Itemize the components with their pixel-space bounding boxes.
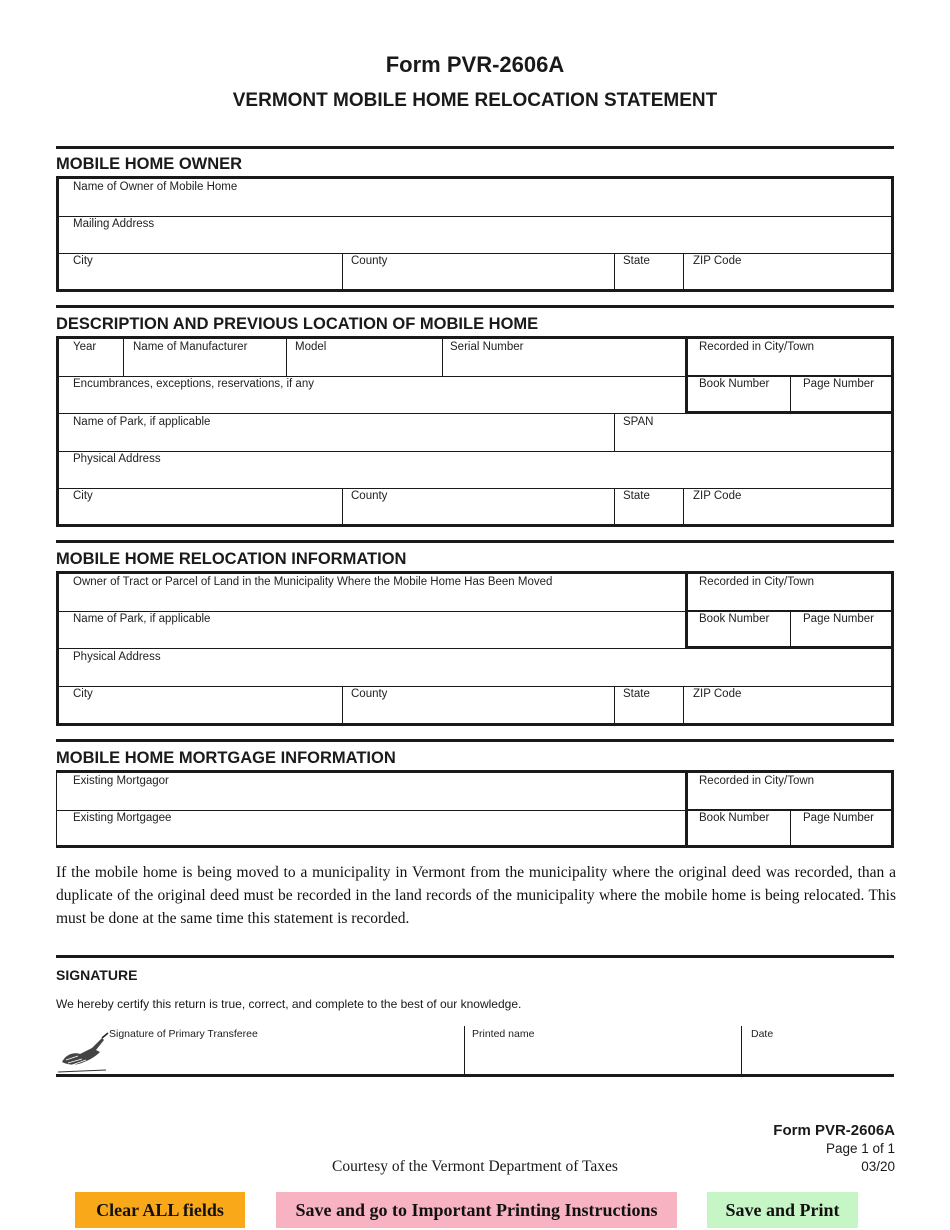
- reloc-recorded-field[interactable]: Recorded in City/Town: [699, 576, 815, 588]
- section-divider: [56, 739, 894, 742]
- section-divider: [56, 955, 894, 958]
- signature-field[interactable]: Signature of Primary Transferee: [109, 1028, 258, 1040]
- prev-recorded-field[interactable]: Recorded in City/Town: [699, 341, 815, 353]
- relocation-section-box: [56, 571, 894, 726]
- prev-park-field[interactable]: Name of Park, if applicable: [73, 416, 211, 428]
- date-field[interactable]: Date: [751, 1028, 774, 1040]
- prev-zip-field[interactable]: ZIP Code: [693, 490, 742, 502]
- printed-name-field[interactable]: Printed name: [472, 1028, 535, 1040]
- clear-all-fields-button[interactable]: Clear ALL fields: [75, 1192, 245, 1228]
- reloc-state-field[interactable]: State: [623, 688, 650, 700]
- previous-section-box: [56, 336, 894, 527]
- reloc-city-field[interactable]: City: [73, 688, 93, 700]
- save-printing-instructions-button[interactable]: Save and go to Important Printing Instructions: [276, 1192, 677, 1228]
- mortgage-section-heading: MOBILE HOME MORTGAGE INFORMATION: [56, 749, 396, 767]
- prev-model-field[interactable]: Model: [295, 341, 327, 353]
- reloc-physical-address-field[interactable]: Physical Address: [73, 651, 161, 663]
- owner-state-field[interactable]: State: [623, 255, 650, 267]
- reloc-park-field[interactable]: Name of Park, if applicable: [73, 613, 211, 625]
- writing-hand-icon: [56, 1032, 110, 1074]
- signature-heading: SIGNATURE: [56, 967, 138, 983]
- save-and-print-button[interactable]: Save and Print: [707, 1192, 858, 1228]
- owner-section-box: [56, 176, 894, 292]
- owner-section-heading: MOBILE HOME OWNER: [56, 155, 243, 173]
- footer-page-number: Page 1 of 1: [825, 1141, 895, 1156]
- previous-section-heading: DESCRIPTION AND PREVIOUS LOCATION OF MOBILE HOME: [56, 315, 539, 333]
- prev-encumbrances-field[interactable]: Encumbrances, exceptions, reservations, if any: [73, 378, 314, 390]
- section-divider: [56, 540, 894, 543]
- mortgage-page-field[interactable]: Page Number: [803, 812, 874, 824]
- relocation-section-heading: MOBILE HOME RELOCATION INFORMATION: [56, 550, 407, 568]
- footer-form-id: Form PVR-2606A: [773, 1122, 895, 1139]
- reloc-zip-field[interactable]: ZIP Code: [693, 688, 742, 700]
- reloc-book-field[interactable]: Book Number: [699, 613, 770, 625]
- form-title: Form PVR-2606A: [385, 52, 565, 77]
- owner-city-field[interactable]: City: [73, 255, 93, 267]
- footer-courtesy: Courtesy of the Vermont Department of Taxes: [332, 1158, 618, 1175]
- section-divider: [56, 305, 894, 308]
- prev-book-field[interactable]: Book Number: [699, 378, 770, 390]
- prev-county-field[interactable]: County: [351, 490, 388, 502]
- section-divider: [56, 146, 894, 149]
- prev-page-field[interactable]: Page Number: [803, 378, 874, 390]
- prev-city-field[interactable]: City: [73, 490, 93, 502]
- owner-mailing-address-field[interactable]: Mailing Address: [73, 218, 155, 230]
- reloc-owner-tract-field[interactable]: Owner of Tract or Parcel of Land in the Municipality Where the Mobile Home Has Been Moved: [73, 576, 553, 588]
- reloc-page-field[interactable]: Page Number: [803, 613, 874, 625]
- mortgagor-field[interactable]: Existing Mortgagor: [73, 775, 169, 787]
- prev-physical-address-field[interactable]: Physical Address: [73, 453, 161, 465]
- owner-zip-field[interactable]: ZIP Code: [693, 255, 742, 267]
- prev-year-field[interactable]: Year: [73, 341, 97, 353]
- mortgagee-field[interactable]: Existing Mortgagee: [73, 812, 172, 824]
- prev-manufacturer-field[interactable]: Name of Manufacturer: [133, 341, 248, 353]
- prev-span-field[interactable]: SPAN: [623, 416, 654, 428]
- signature-row: [56, 1026, 894, 1076]
- prev-serial-field[interactable]: Serial Number: [450, 341, 524, 353]
- footer-revision: 03/20: [861, 1159, 895, 1174]
- certify-text: We hereby certify this return is true, correct, and complete to the best of our knowledge.: [56, 997, 522, 1011]
- reloc-county-field[interactable]: County: [351, 688, 388, 700]
- deed-instructions-paragraph: If the mobile home is being moved to a municipality in Vermont from the municipality where the original deed was recorded, than a duplicate of the original deed must be recorded in the land records of the municipality where the mobile home is being relocated. This must be done at the same time this statement is recorded.: [56, 864, 896, 927]
- form-subtitle: VERMONT MOBILE HOME RELOCATION STATEMENT: [232, 90, 718, 111]
- mortgage-recorded-field[interactable]: Recorded in City/Town: [699, 775, 815, 787]
- owner-name-field[interactable]: Name of Owner of Mobile Home: [73, 181, 238, 193]
- mortgage-book-field[interactable]: Book Number: [699, 812, 770, 824]
- mortgage-section-box: [56, 770, 894, 848]
- owner-county-field[interactable]: County: [351, 255, 388, 267]
- prev-state-field[interactable]: State: [623, 490, 650, 502]
